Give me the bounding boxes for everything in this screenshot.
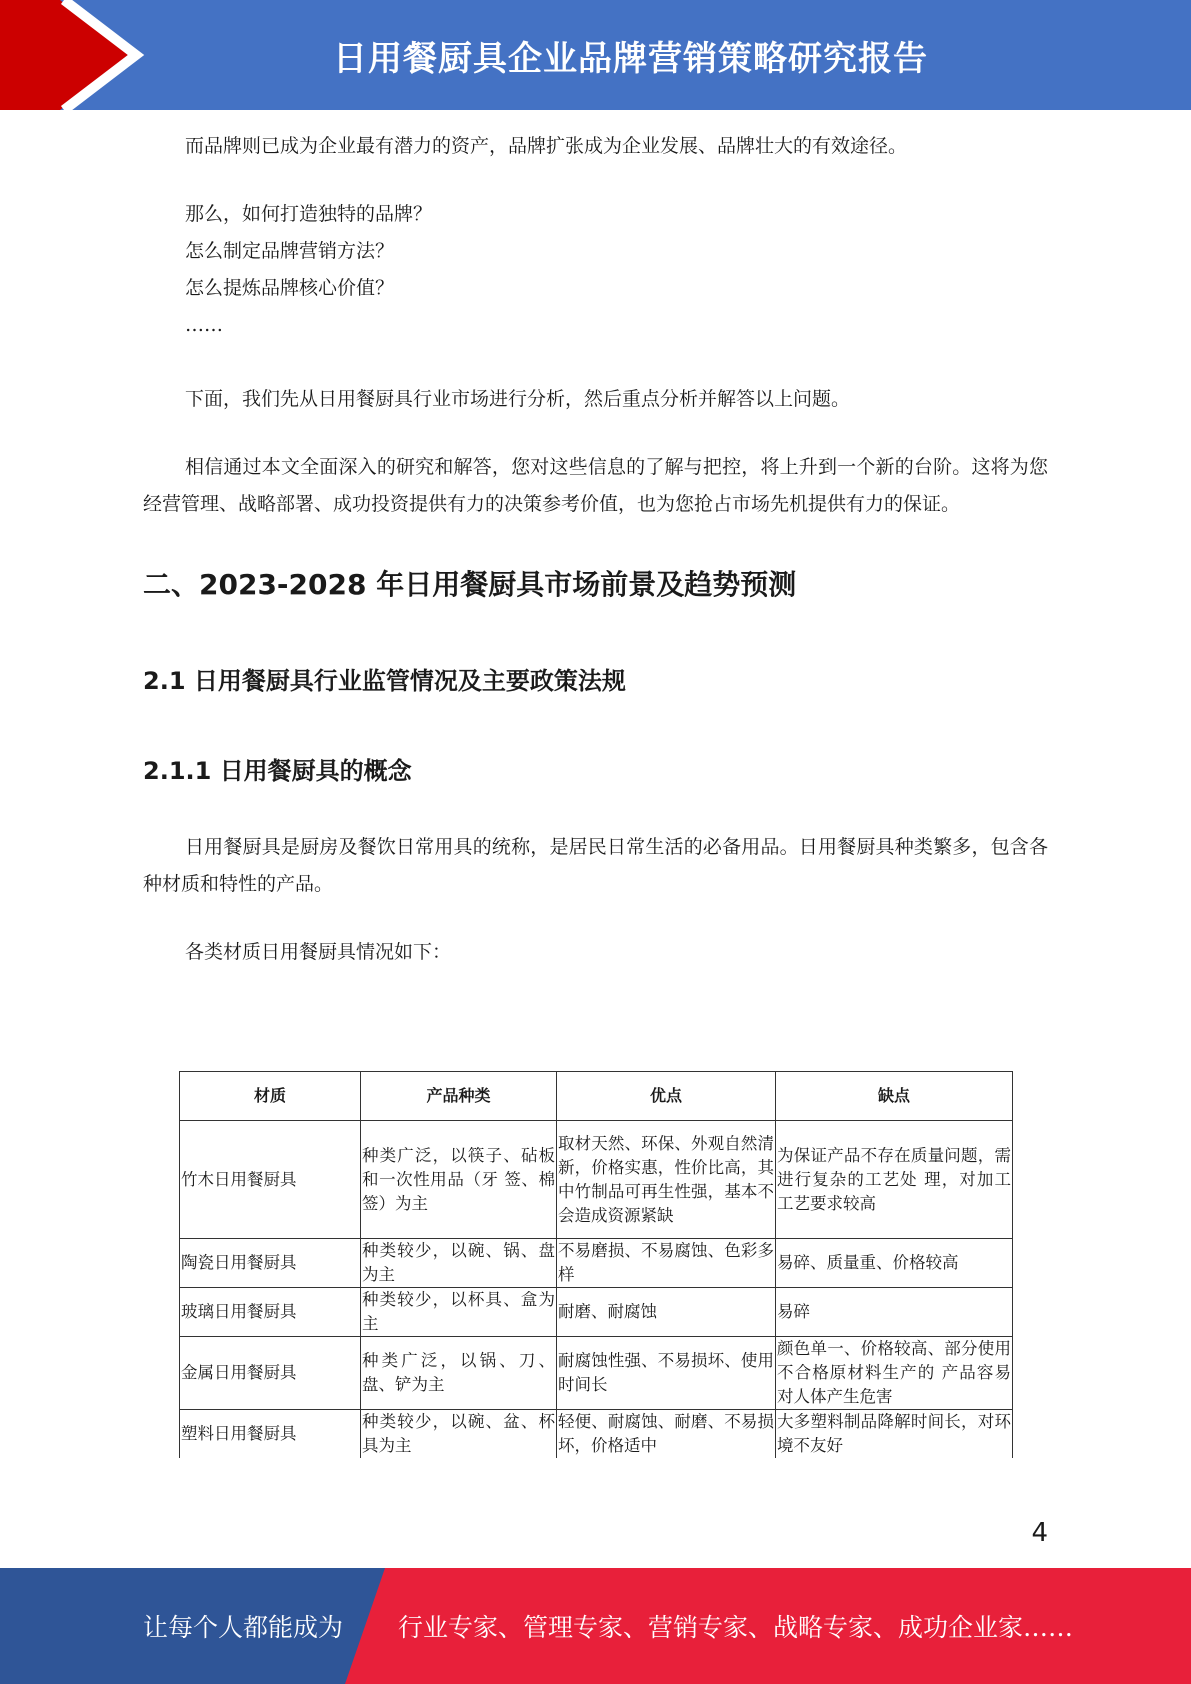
table-row bbox=[180, 1410, 1013, 1459]
report-title: 日用餐厨具企业品牌营销策略研究报告 bbox=[333, 38, 928, 79]
cell-advantages: 取材天然、环保、外观自然清新，价格实惠，性价比高，其中竹制品可再生性强，基本不会造成资源紧缺 bbox=[557, 1121, 776, 1239]
question-2: 怎么制定品牌营销方法？ bbox=[185, 240, 395, 262]
header-disadvantages: 缺点 bbox=[776, 1072, 1013, 1121]
cell-product-types: 种类较少，以碗、盆、杯具为主 bbox=[361, 1410, 557, 1459]
section-heading: 二、2023-2028 年日用餐厨具市场前景及趋势预测 bbox=[143, 568, 797, 601]
header-advantages: 优点 bbox=[557, 1072, 776, 1121]
table-row bbox=[180, 1121, 1013, 1239]
page-number: 4 bbox=[1031, 1518, 1048, 1548]
subsection-heading: 2.1 日用餐厨具行业监管情况及主要政策法规 bbox=[143, 667, 626, 695]
cell-advantages: 轻便、耐腐蚀、耐磨、不易损坏，价格适中 bbox=[557, 1410, 776, 1459]
header-red-arrow bbox=[0, 0, 128, 110]
cell-disadvantages: 易碎 bbox=[776, 1288, 1013, 1337]
footer-slogan-right: 行业专家、管理专家、营销专家、战略专家、成功企业家…… bbox=[398, 1613, 1074, 1642]
cell-material: 竹木日用餐厨具 bbox=[180, 1121, 361, 1239]
cell-disadvantages: 为保证产品不存在质量问题，需进行复杂的工艺处 理，对加工工艺要求较高 bbox=[776, 1121, 1013, 1239]
cell-material: 玻璃日用餐厨具 bbox=[180, 1288, 361, 1337]
page-header bbox=[0, 0, 1191, 110]
cell-disadvantages: 易碎、质量重、价格较高 bbox=[776, 1239, 1013, 1288]
page-footer bbox=[0, 1568, 1191, 1684]
table-row bbox=[180, 1337, 1013, 1410]
cell-product-types: 种类较少，以杯具、盒为主 bbox=[361, 1288, 557, 1337]
cell-disadvantages: 大多塑料制品降解时间长，对环境不友好 bbox=[776, 1410, 1013, 1459]
cell-material: 塑料日用餐厨具 bbox=[180, 1410, 361, 1459]
cell-disadvantages: 颜色单一、价格较高、部分使用不合格原材料生产的 产品容易对人体产生危害 bbox=[776, 1337, 1013, 1410]
cell-product-types: 种类广泛，以锅、刀、盘、铲为主 bbox=[361, 1337, 557, 1410]
footer-slogan-left: 让每个人都能成为 bbox=[143, 1613, 344, 1642]
cell-advantages: 耐腐蚀性强、不易损坏、使用时间长 bbox=[557, 1337, 776, 1410]
cell-advantages: 不易磨损、不易腐蚀、色彩多样 bbox=[557, 1239, 776, 1288]
next-paragraph: 下面，我们先从日用餐厨具行业市场进行分析，然后重点分析并解答以上问题。 bbox=[185, 388, 851, 410]
cell-material: 金属日用餐厨具 bbox=[180, 1337, 361, 1410]
cell-advantages: 耐磨、耐腐蚀 bbox=[557, 1288, 776, 1337]
table-row bbox=[180, 1239, 1013, 1288]
intro-paragraph: 而品牌则已成为企业最有潜力的资产，品牌扩张成为企业发展、品牌壮大的有效途径。 bbox=[185, 135, 908, 157]
question-ellipsis: …… bbox=[185, 314, 223, 336]
table-row bbox=[180, 1288, 1013, 1337]
header-product-types: 产品种类 bbox=[361, 1072, 557, 1121]
cell-product-types: 种类广泛，以筷子、砧板和一次性用品（牙 签、棉签）为主 bbox=[361, 1121, 557, 1239]
subsubsection-heading: 2.1.1 日用餐厨具的概念 bbox=[143, 757, 412, 785]
concept-paragraph: 日用餐厨具是厨房及餐饮日常用具的统称，是居民日常生活的必备用品。日用餐厨具种类繁多，包含各种材质和特性的产品。 bbox=[143, 836, 1048, 895]
cell-material: 陶瓷日用餐厨具 bbox=[180, 1239, 361, 1288]
materials-table bbox=[179, 1071, 1013, 1458]
header-material: 材质 bbox=[180, 1072, 361, 1121]
trust-paragraph: 相信通过本文全面深入的研究和解答，您对这些信息的了解与把控，将上升到一个新的台阶。这将为您经营管理、战略部署、成功投资提供有力的决策参考价值，也为您抢占市场先机提供有力的保证。 bbox=[143, 456, 1048, 515]
question-1: 那么，如何打造独特的品牌？ bbox=[185, 203, 433, 225]
table-header-row bbox=[180, 1072, 1013, 1121]
main-content bbox=[143, 128, 1048, 971]
question-3: 怎么提炼品牌核心价值？ bbox=[185, 277, 395, 299]
header-arrow-decoration bbox=[0, 0, 200, 110]
cell-product-types: 种类较少，以碗、锅、盘为主 bbox=[361, 1239, 557, 1288]
table-intro: 各类材质日用餐厨具情况如下： bbox=[185, 941, 452, 963]
